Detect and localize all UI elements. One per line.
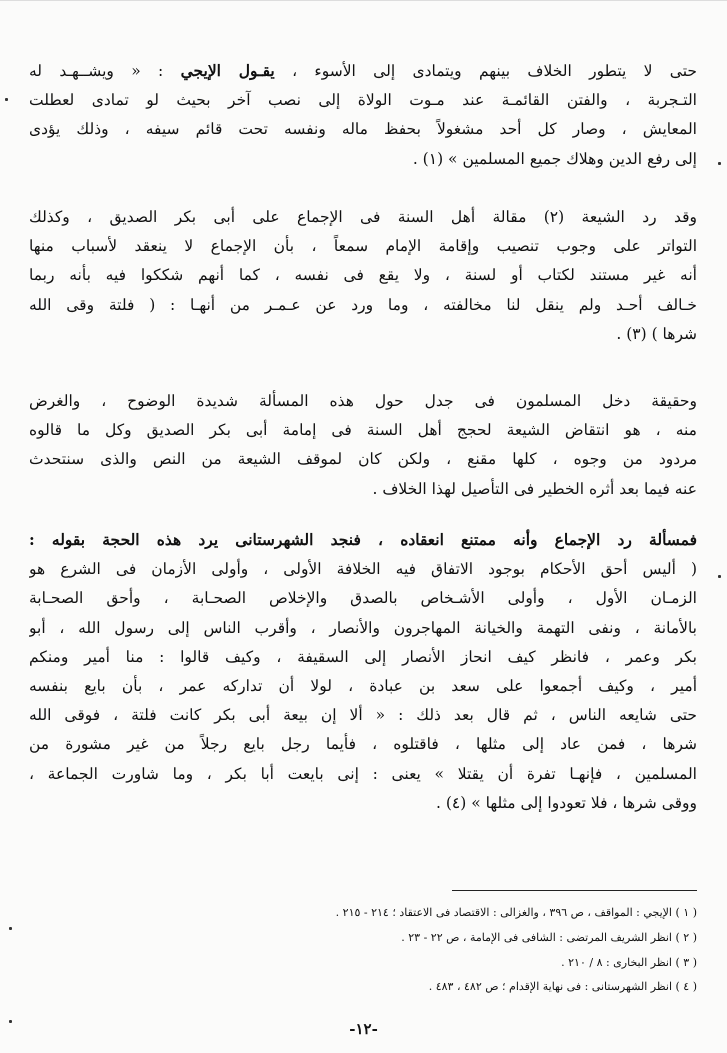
text-run: شرها ) (٣) . (616, 324, 697, 343)
text-line (29, 319, 697, 349)
text-run: إلى رفع الدين وهلاك جميع المسلمين » (١) . (412, 149, 697, 168)
text-run: أمير ، وكيف أجمعوا على سعد بن عبادة ، لولا أن تداركه عمر ، بأن بايع بنفسه (29, 677, 697, 695)
page-number: -١٢- (349, 1020, 378, 1038)
text-run: حتى شايعه الناس ، ثم قال بعد ذلك : « ألا إن بيعة أبى بكر كانت فلتة ، فوقى الله (29, 706, 697, 725)
text-line (29, 583, 697, 613)
text-line (29, 415, 697, 445)
text-line (29, 444, 697, 474)
text-run: بالأمانة ، ونفى التهمة والخيانة المهاجرون والأنصار ، وأقرب الناس إلى رسول الله ، أبو (29, 618, 697, 637)
text-line (29, 290, 697, 320)
text-run: شرها ، فمن عاد إلى مثلها ، فاقتلوه ، فأيما رجل بايع رجلاً من غير مشورة من (29, 735, 697, 754)
footnote: ( ٣ ) انظر البخارى : ٨ / ٢١٠ . (561, 956, 697, 969)
text-line (29, 56, 697, 86)
footnote: ( ٢ ) انظر الشريف المرتضى : الشافى فى الإمامة ، ص ٢٢ - ٢٣ . (401, 931, 697, 944)
text-run: التـجربة ، والفتن القائمـة عند مـوت الولاة إلى نصب آخر بحيث لو تمادى لعطلت (29, 91, 697, 110)
text-run: المسلمين ، فإنهـا تفرة أن يقتلا » يعنى : إنى بايعت أبا بكر ، وما شاورت الجماعة ، (29, 764, 697, 783)
page-top-edge (0, 0, 727, 1)
bold-run: يقـول الإيجي (180, 61, 275, 80)
text-line (29, 202, 697, 232)
text-run: : « ويشــهـد له (29, 62, 181, 80)
footnote: ( ٤ ) انظر الشهرستانى : فى نهاية الإقدام ؛ ص ٤٨٢ ، ٤٨٣ . (428, 980, 697, 993)
text-run: المعايش ، وصار كل أحد مشغولاً بحفظ ماله ونفسه تحت قائم سيفه ، وذلك يؤدى (29, 120, 697, 139)
text-line (29, 525, 697, 555)
text-line (29, 642, 697, 672)
footnote-separator (452, 890, 697, 891)
scan-mark (9, 927, 12, 930)
scan-mark (5, 98, 8, 101)
text-line (29, 231, 697, 261)
text-line (29, 85, 697, 115)
bold-run: فمسألة رد الإجماع وأنه ممتنع انعقاده ، فنجد الشهرستانى يرد هذه الحجة بقوله : (29, 530, 697, 549)
text-line (29, 554, 697, 584)
text-run: وحقيقة دخل المسلمون فى جدل حول هذه المسألة شديدة الوضوح ، والغرض (29, 392, 697, 410)
scan-mark (718, 162, 721, 165)
text-line (29, 144, 697, 174)
text-line (29, 671, 697, 701)
text-run: ( أليس أحق الأحكام بوجود الاتفاق فيه الخلافة الأولى ، وأولى الأزمان فى الشرع هو (29, 560, 697, 579)
text-run: حتى لا يتطور الخلاف بينهم ويتمادى إلى الأسوء ، (274, 62, 697, 80)
text-line (29, 386, 697, 416)
text-run: بكر وعمر ، فانظر كيف انحاز الأنصار إلى السقيفة ، وكيف قالوا : منا أمير ومنكم (29, 647, 697, 666)
text-run: أنه غير مستند لكتاب أو لسنة ، ولا يقع فى نفسه ، كما أنهم شككوا فيه بأنه ربما (29, 266, 697, 285)
text-run: وقد رد الشيعة (٢) مقالة أهل السنة فى الإجماع على أبى بكر الصديق ، وكذلك (29, 208, 697, 226)
text-line (29, 700, 697, 730)
text-run: خـالف أحـد ولم ينقل لنا مخالفته ، وما ورد عن عـمـر من أنهـا : ( فلتة وقى الله (29, 295, 697, 314)
text-run: الزمـان الأول ، وأولى الأشـخاص بالصدق والإخلاص الصحـابة ، وأحق الصحـابة (29, 589, 697, 608)
text-run: منه ، هو انتقاض الشيعة لحجج أهل السنة فى إمامة أبى بكر الصديق وكل ما قالوه (29, 421, 697, 440)
text-line (29, 114, 697, 144)
text-run: ووقى شرها ، فلا تعودوا إلى مثلها » (٤) . (436, 793, 697, 812)
text-line (29, 729, 697, 759)
text-line (29, 260, 697, 290)
scan-mark (718, 575, 721, 578)
scan-mark (9, 1020, 12, 1023)
text-run: التواتر على وجوب تنصيب وإقامة الإمام سمعاً ، بأن الإجماع لا ينعقد لأسباب منها (29, 237, 697, 256)
text-line (29, 474, 697, 504)
text-run: مردود من وجوه ، كلها مقنع ، ولكن كان لموقف الشيعة من النص والذى سنتحدث (29, 450, 697, 469)
text-line (29, 759, 697, 789)
text-run: عنه فيما بعد أثره الخطير فى التأصيل لهذا الخلاف . (372, 479, 697, 498)
text-line (29, 788, 697, 818)
text-line (29, 613, 697, 643)
footnote: ( ١ ) الإيجي : المواقف ، ص ٣٩٦ ، والغزالى : الاقتصاد فى الاعتقاد ؛ ٢١٤ - ٢١٥ . (335, 906, 697, 919)
